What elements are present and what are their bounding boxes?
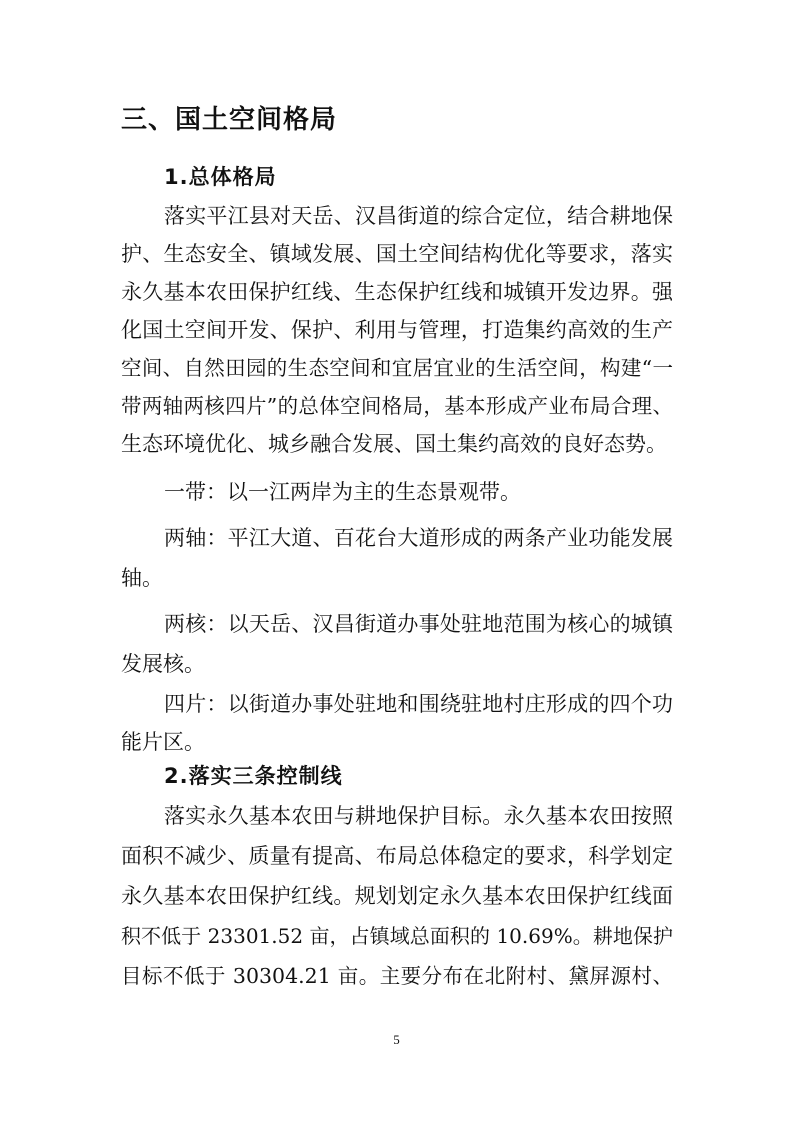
paragraph-line: 发展核。	[121, 652, 205, 676]
paragraph-line: 面积不减少、质量有提高、布局总体稳定的要求，科学划定	[121, 844, 673, 868]
paragraph-line: 生态环境优化、城乡融合发展、国土集约高效的良好态势。	[121, 432, 667, 456]
paragraph-line: 轴。	[121, 566, 163, 590]
paragraph-line: 落实平江县对天岳、汉昌街道的综合定位，结合耕地保	[164, 204, 673, 228]
paragraph-line: 永久基本农田保护红线。规划划定永久基本农田保护红线面	[121, 884, 673, 908]
paragraph-line: 空间、自然田园的生态空间和宜居宜业的生活空间，构建“一	[121, 356, 673, 380]
item-yidai: 一带：以一江两岸为主的生态景观带。	[164, 480, 521, 504]
subsection-1-title: 1.总体格局	[164, 165, 277, 189]
section-title: 三、国土空间格局	[121, 105, 338, 135]
page-number: 5	[393, 1032, 400, 1047]
paragraph-line: 两核：以天岳、汉昌街道办事处驻地范围为核心的城镇	[164, 612, 673, 636]
paragraph-line: 两轴：平江大道、百花台大道形成的两条产业功能发展	[164, 526, 673, 550]
paragraph-line: 永久基本农田保护红线、生态保护红线和城镇开发边界。强	[121, 280, 673, 304]
subsection-2-title: 2.落实三条控制线	[164, 764, 343, 788]
paragraph-line: 四片：以街道办事处驻地和围绕驻地村庄形成的四个功	[164, 692, 673, 716]
paragraph-line: 能片区。	[121, 730, 205, 754]
paragraph-line: 落实永久基本农田与耕地保护目标。永久基本农田按照	[164, 804, 673, 828]
paragraph-line: 积不低于 23301.52 亩，占镇域总面积的 10.69%。耕地保护	[121, 924, 673, 948]
paragraph-line: 化国土空间开发、保护、利用与管理，打造集约高效的生产	[121, 318, 673, 342]
paragraph-line: 目标不低于 30304.21 亩。主要分布在北附村、黛屏源村、	[121, 964, 673, 988]
paragraph-line: 带两轴两核四片”的总体空间格局，基本形成产业布局合理、	[121, 394, 673, 418]
paragraph-line: 护、生态安全、镇域发展、国土空间结构优化等要求，落实	[121, 242, 673, 266]
